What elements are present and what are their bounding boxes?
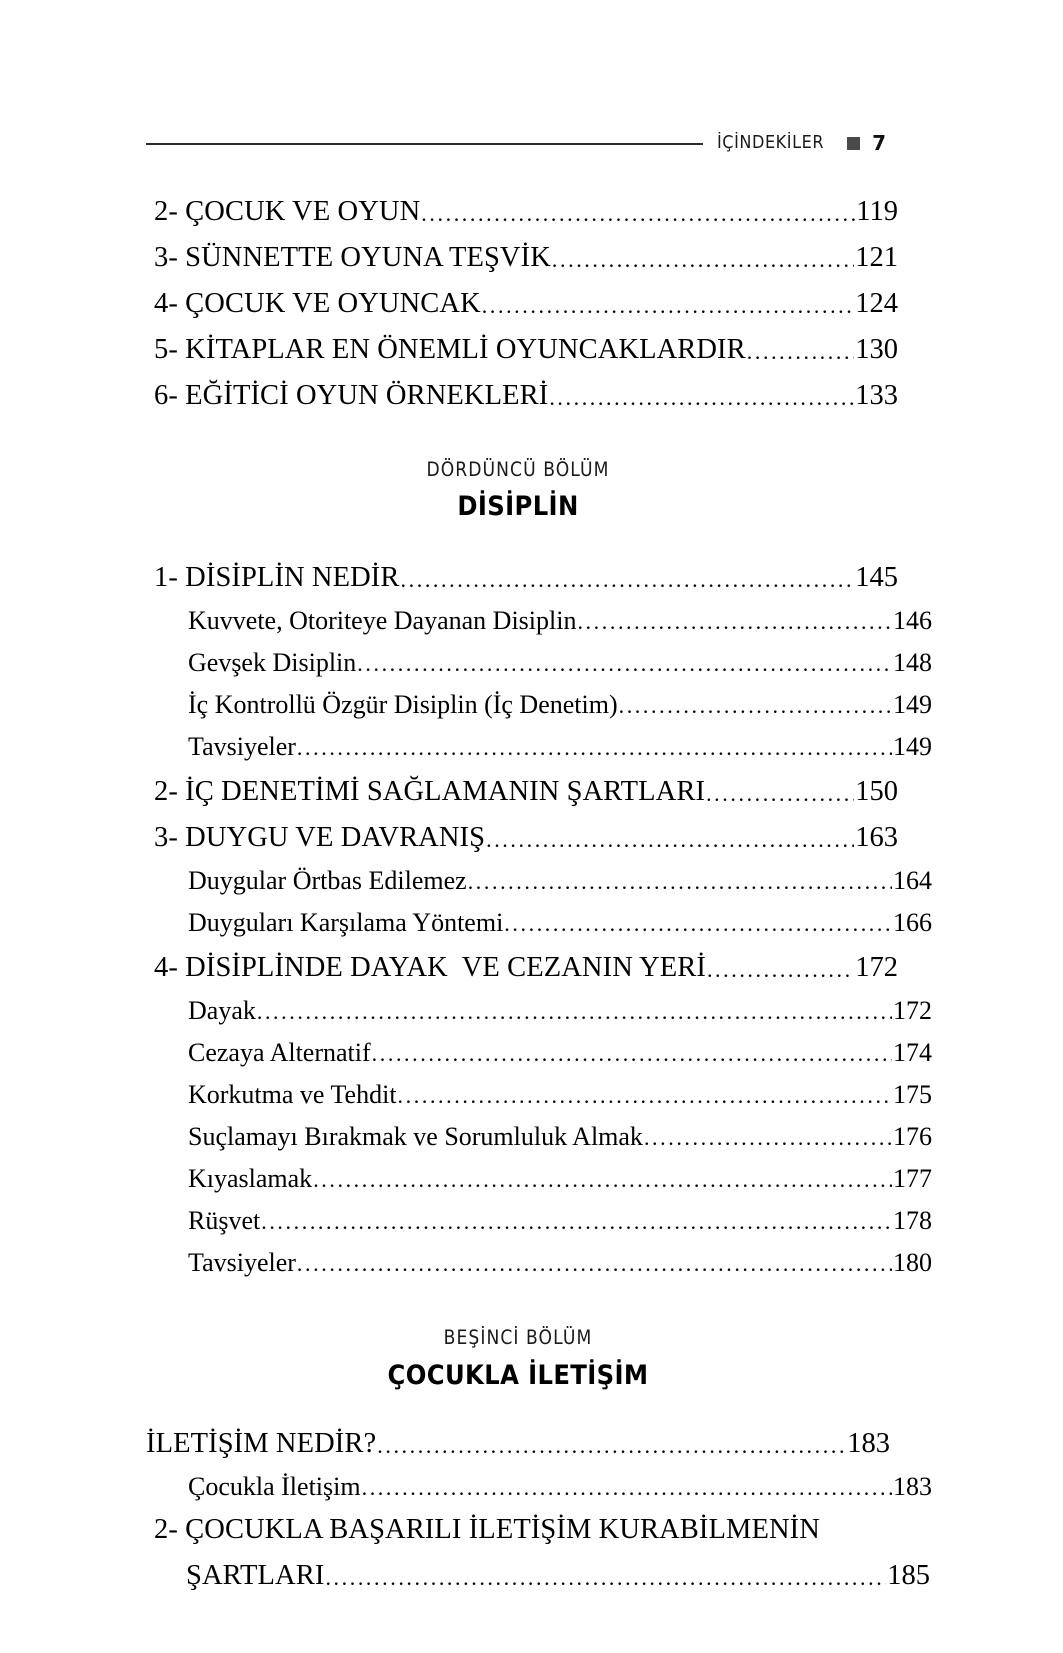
toc-entry-label: İLETİŞİM NEDİR?	[146, 1427, 377, 1459]
toc-entry-page: 164	[893, 866, 932, 896]
toc-entry[interactable]	[146, 182, 898, 228]
toc-entry-label: 4- DİSİPLİNDE DAYAK VE CEZANIN YERİ	[154, 951, 706, 983]
toc-entry-label: Rüşvet	[188, 1206, 261, 1236]
toc-entry-label: İç Kontrollü Özgür Disiplin (İç Denetim)	[188, 690, 618, 720]
toc-entry-label: 5- KİTAPLAR EN ÖNEMLİ OYUNCAKLARDIR	[154, 333, 746, 365]
toc-entry-label: Tavsiyeler	[188, 732, 296, 762]
toc-entry-label: 2- ÇOCUK VE OYUN	[154, 195, 421, 227]
chapter-kicker: BEŞİNCİ BÖLÜM	[443, 1326, 593, 1350]
toc-entry-label: Duygular Örtbas Edilemez	[188, 866, 467, 896]
toc-entry[interactable]	[146, 1194, 932, 1236]
toc-entry-label: 4- ÇOCUK VE OYUNCAK	[154, 287, 481, 319]
dot-leader	[257, 1001, 892, 1026]
dot-leader	[747, 341, 854, 366]
toc-entry[interactable]	[146, 1236, 932, 1278]
toc-entry-label: Kuvvete, Otoriteye Dayanan Disiplin	[188, 606, 577, 636]
dot-leader	[261, 1211, 892, 1236]
header-rule	[146, 143, 703, 145]
header-page-number: 7	[872, 131, 886, 155]
page-title: İÇİNDEKİLER	[716, 133, 824, 153]
dot-leader	[401, 569, 855, 594]
toc-entry[interactable]	[146, 896, 932, 938]
toc-entry-page: 175	[893, 1080, 932, 1110]
toc-entry-page: 172	[855, 951, 898, 983]
toc-entry-label: 3- DUYGU VE DAVRANIŞ	[154, 821, 486, 853]
toc-entry-page: 149	[893, 690, 932, 720]
toc-entry-page: 163	[855, 821, 898, 853]
toc-entry-label: 2- ÇOCUKLA BAŞARILI İLETİŞİM KURABİLMENİN	[154, 1513, 820, 1545]
running-header	[146, 126, 886, 160]
toc-entry-label: Duyguları Karşılama Yöntemi	[188, 908, 504, 938]
chapter-title: ÇOCUKLA İLETİŞİM	[387, 1359, 649, 1391]
toc-entry-label: 3- SÜNNETTE OYUNA TEŞVİK	[154, 241, 551, 273]
dot-leader	[362, 1477, 892, 1502]
toc-entry[interactable]	[146, 594, 932, 636]
toc-entry-label: Korkutma ve Tehdit	[188, 1080, 397, 1110]
toc-entry-label: Çocukla İletişim	[188, 1472, 361, 1502]
toc-entry[interactable]	[146, 1152, 932, 1194]
toc-entry-label: Gevşek Disiplin	[188, 648, 357, 678]
toc-entry[interactable]	[146, 1110, 932, 1152]
toc-entry[interactable]	[146, 1068, 932, 1110]
toc-entry-page: 172	[893, 996, 932, 1026]
toc-entry[interactable]	[146, 274, 898, 320]
toc-entry-page: 177	[893, 1164, 932, 1194]
toc-entry[interactable]	[146, 366, 898, 412]
toc-entry-page: 149	[893, 732, 932, 762]
toc-entry[interactable]	[146, 808, 898, 854]
dot-leader	[357, 653, 892, 678]
toc-entry-label: Suçlamayı Bırakmak ve Sorumluluk Almak	[188, 1122, 643, 1152]
dot-leader	[421, 203, 855, 228]
toc-entry[interactable]	[146, 1414, 890, 1460]
toc-entry[interactable]	[146, 678, 932, 720]
toc-entry[interactable]	[146, 548, 898, 594]
toc-entry-label-continued: ŞARTLARI	[186, 1559, 325, 1591]
toc-entry-label: Cezaya Alternatif	[188, 1038, 371, 1068]
toc-entry[interactable]	[146, 762, 898, 808]
toc-entry[interactable]	[146, 228, 898, 274]
dot-leader	[468, 871, 892, 896]
chapter-heading-four	[146, 458, 890, 524]
chapter-kicker: DÖRDÜNCÜ BÖLÜM	[426, 458, 610, 481]
toc-entry-page: 145	[855, 561, 898, 593]
filled-square-icon	[847, 137, 860, 150]
toc-entry-page: 178	[893, 1206, 932, 1236]
dot-leader	[313, 1169, 892, 1194]
dot-leader	[552, 249, 854, 274]
toc-entry[interactable]	[146, 320, 898, 366]
toc-entry[interactable]	[146, 938, 898, 984]
dot-leader	[644, 1127, 892, 1152]
dot-leader	[707, 959, 854, 984]
toc-entry[interactable]	[146, 1502, 898, 1546]
toc-entry-label: Kıyaslamak	[188, 1164, 313, 1194]
toc-entry-page: 185	[887, 1559, 930, 1591]
toc-entry-label: 6- EĞİTİCİ OYUN ÖRNEKLERİ	[154, 379, 549, 411]
toc-entry-page: 183	[893, 1472, 932, 1502]
toc-entry-page: 183	[847, 1427, 890, 1459]
toc-entry-page: 176	[893, 1122, 932, 1152]
toc-entry[interactable]	[146, 636, 932, 678]
dot-leader	[482, 295, 854, 320]
toc-entry[interactable]	[146, 1460, 932, 1502]
dot-leader	[619, 695, 892, 720]
dot-leader	[297, 1253, 892, 1278]
toc-entry-label: 2- İÇ DENETİMİ SAĞLAMANIN ŞARTLARI	[154, 775, 706, 807]
chapter-title: DİSİPLİN	[457, 491, 579, 523]
toc-entry[interactable]	[146, 1026, 932, 1068]
dot-leader	[297, 737, 892, 762]
dot-leader	[706, 783, 854, 808]
dot-leader	[577, 611, 892, 636]
toc-entry[interactable]	[146, 720, 932, 762]
dot-leader	[549, 387, 854, 412]
dot-leader	[504, 913, 892, 938]
toc-entry-page: 121	[855, 241, 898, 273]
toc-entry-page: 148	[893, 648, 932, 678]
toc-entry-page: 174	[893, 1038, 932, 1068]
toc-entry-page: 150	[855, 775, 898, 807]
toc-entry-label: 1- DİSİPLİN NEDİR	[154, 561, 400, 593]
toc-entry-page: 180	[893, 1248, 932, 1278]
table-of-contents	[146, 182, 932, 1592]
toc-entry-page: 133	[855, 379, 898, 411]
toc-entry-page: 124	[855, 287, 898, 319]
dot-leader	[325, 1567, 886, 1592]
toc-entry[interactable]	[146, 984, 932, 1026]
toc-entry-page: 146	[893, 606, 932, 636]
toc-entry-page: 166	[893, 908, 932, 938]
chapter-heading-five	[146, 1326, 890, 1392]
dot-leader	[398, 1085, 892, 1110]
toc-entry-continuation[interactable]	[146, 1546, 930, 1592]
dot-leader	[486, 829, 854, 854]
dot-leader	[377, 1435, 846, 1460]
toc-entry-label: Tavsiyeler	[188, 1248, 296, 1278]
toc-entry-page: 119	[856, 195, 898, 227]
dot-leader	[372, 1043, 892, 1068]
toc-entry-label: Dayak	[188, 996, 256, 1026]
toc-entry[interactable]	[146, 854, 932, 896]
toc-entry-page: 130	[855, 333, 898, 365]
